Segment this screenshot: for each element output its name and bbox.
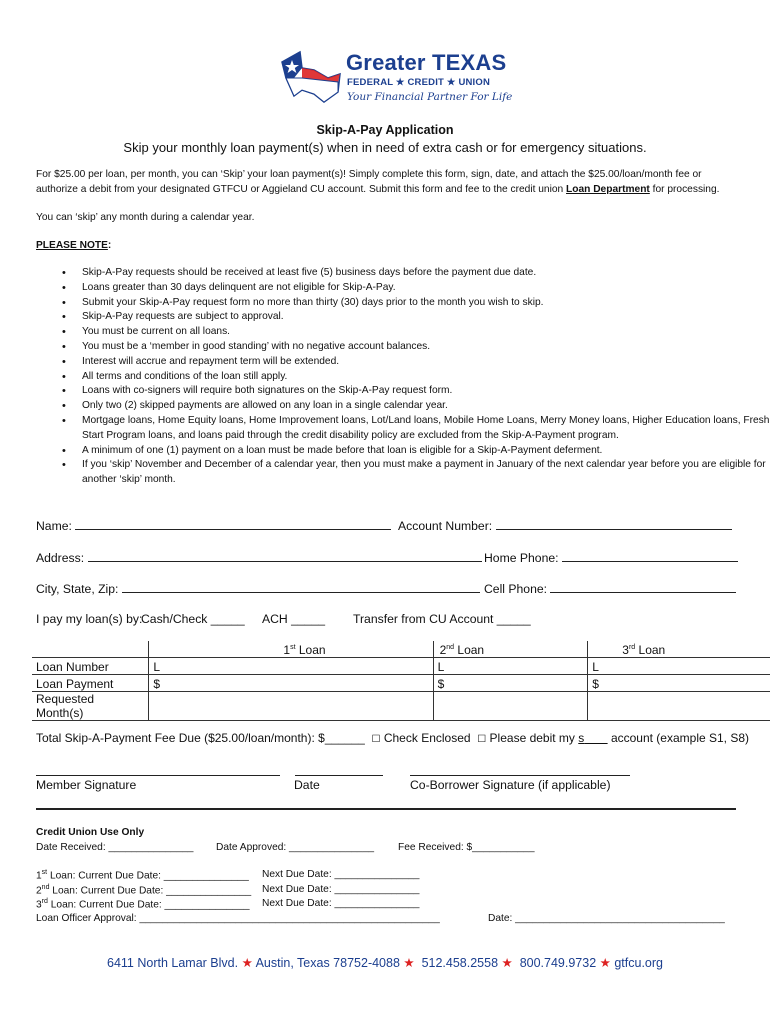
due-row-text: Loan: Current Due Date: _______________ (47, 899, 250, 911)
cell-phone-input-line[interactable] (550, 580, 736, 593)
star-icon: ★ (403, 956, 415, 970)
due-row-sup: nd (41, 884, 50, 891)
note-item: • Loans greater than 30 days delinquent are not eligible for Skip-A-Pay. (82, 281, 770, 296)
note-item: • Loans with co-signers will require both signatures on the Skip-A-Pay request form. (82, 384, 770, 399)
table-row (32, 658, 770, 675)
date-signature-line[interactable] (295, 775, 383, 776)
please-debit-checkbox[interactable]: ☐ (477, 734, 487, 745)
header-3-text: Loan (635, 643, 666, 657)
cell-phone-label: Cell Phone: (484, 582, 548, 596)
loan-1-payment-cell[interactable]: $ (149, 675, 433, 692)
date-received-field[interactable]: Date Received: _______________ (36, 842, 194, 853)
loan-1-number-cell[interactable]: L (149, 658, 433, 675)
header-loan-3 (588, 641, 770, 658)
address-label: Address: (36, 551, 85, 565)
name-label: Name: (36, 519, 72, 533)
fee-received-field[interactable]: Fee Received: $___________ (398, 842, 535, 853)
address-field[interactable] (36, 549, 482, 565)
note-item: • Skip-A-Pay requests are subject to approval. (82, 310, 770, 325)
due-row-text: Loan: Current Due Date: _______________ (49, 885, 252, 897)
footer-city: Austin, Texas 78752-4088 (255, 956, 400, 970)
table-row (32, 675, 770, 692)
footer-address: 6411 North Lamar Blvd. (107, 956, 239, 970)
star-icon: ★ (501, 956, 513, 970)
form-subtitle: Skip your monthly loan payment(s) when in need of extra cash or for emergency situations. (123, 140, 647, 155)
current-due-date-1[interactable] (36, 869, 249, 881)
note-item: • Mortgage loans, Home Equity loans, Home Improvement loans, Lot/Land loans, Mobile Home Loans, Merry Money loans, Higher Education loans, Fresh Start Program loans, and loans paid through the credit disability policy are excluded from the Skip-A-Payment program. (82, 414, 770, 444)
footer-phone-local: 512.458.2558 (421, 956, 499, 970)
loan-table-header (32, 641, 770, 658)
skip-any-month-text: You can ‘skip’ any month during a calendar year. (36, 212, 255, 223)
texas-flag-icon (280, 48, 344, 106)
note-item: • You must be a ‘member in good standing’ with no negative account balances. (82, 340, 770, 355)
due-row-num: 2 (36, 885, 42, 897)
note-item: • A minimum of one (1) payment on a loan must be made before that loan is eligible for a Skip-A-Payment deferment. (82, 444, 770, 459)
coborrower-signature-line[interactable] (410, 775, 630, 776)
please-note-label: PLEASE NOTE (36, 240, 108, 251)
loan-2-number-cell[interactable]: L (433, 658, 588, 675)
account-number-field[interactable] (398, 517, 732, 533)
note-item: • Only two (2) skipped payments are allowed on any loan in a single calendar year. (82, 399, 770, 414)
note-item: • All terms and conditions of the loan still apply. (82, 370, 770, 385)
note-item: • You must be current on all loans. (82, 325, 770, 340)
loan-officer-approval-field[interactable]: Loan Officer Approval: _____________________________________________________ (36, 913, 440, 924)
header-3-sup: rd (628, 644, 636, 651)
due-row-num: 3 (36, 899, 42, 911)
please-note-heading (36, 238, 736, 253)
loan-table (32, 641, 770, 721)
city-state-zip-input-line[interactable] (122, 580, 480, 593)
share-account-input[interactable]: s (578, 731, 585, 745)
star-icon: ★ (599, 956, 611, 970)
loan-2-month-cell[interactable] (433, 692, 588, 721)
intro-paragraph (36, 167, 736, 197)
due-row-sup: rd (41, 898, 48, 905)
fee-line (36, 731, 749, 745)
star-icon: ★ (241, 956, 253, 970)
row-label: Loan Payment (32, 675, 149, 692)
note-item: • Interest will accrue and repayment term will be extended. (82, 355, 770, 370)
logo-tagline: Your Financial Partner For Life (347, 91, 513, 103)
section-divider (36, 808, 736, 810)
next-due-date-3[interactable]: Next Due Date: _______________ (262, 898, 420, 909)
city-state-zip-label: City, State, Zip: (36, 582, 119, 596)
loan-3-payment-cell[interactable]: $ (588, 675, 770, 692)
loan-3-number-cell[interactable]: L (588, 658, 770, 675)
cash-check-option[interactable]: Cash/Check _____ (141, 612, 245, 626)
account-number-input-line[interactable] (496, 517, 732, 530)
header-2-num: 2 (439, 643, 447, 657)
header-2-sup: nd (446, 644, 455, 651)
due-row-text: Loan: Current Due Date: _______________ (47, 870, 249, 882)
cell-phone-field[interactable] (484, 580, 736, 596)
transfer-option[interactable]: Transfer from CU Account _____ (353, 612, 531, 626)
home-phone-label: Home Phone: (484, 551, 559, 565)
footer-phone-tollfree: 800.749.9732 (519, 956, 597, 970)
credit-union-logo (280, 46, 513, 112)
name-input-line[interactable] (75, 517, 391, 530)
note-item: • If you ‘skip’ November and December of a calendar year, then you must make a payment in January of the next calendar year before you are eligible for another ‘skip’ month. (82, 458, 770, 488)
please-debit-label: Please debit my (489, 731, 579, 745)
total-fee-label[interactable]: Total Skip-A-Payment Fee Due ($25.00/loan/month): $______ (36, 731, 365, 745)
header-1-num: 1 (283, 643, 291, 657)
date-label: Date (294, 778, 320, 792)
date-approved-field[interactable]: Date Approved: _______________ (216, 842, 375, 853)
current-due-date-2[interactable] (36, 884, 251, 896)
loan-3-month-cell[interactable] (588, 692, 770, 721)
header-loan-1 (149, 641, 433, 658)
next-due-date-1[interactable]: Next Due Date: _______________ (262, 869, 420, 880)
note-item: • Submit your Skip-A-Pay request form no more than thirty (30) days prior to the month you wish to skip. (82, 296, 770, 311)
loan-1-month-cell[interactable] (149, 692, 433, 721)
next-due-date-2[interactable]: Next Due Date: _______________ (262, 884, 420, 895)
table-corner (32, 641, 149, 658)
coborrower-signature-label: Co-Borrower Signature (if applicable) (410, 778, 611, 792)
form-title: Skip-A-Pay Application (316, 123, 454, 137)
intro-text: For $25.00 per loan, per month, you can ‘Skip’ your loan payment(s)! Simply complete this form, sign, date, and attach the $25.00/loan/month fee or authorize a debit from your designated GTFCU or Aggieland CU account. Submit this form and fee to the credit union (36, 169, 702, 195)
member-signature-label: Member Signature (36, 778, 137, 792)
loan-department-label: Loan Department (566, 184, 650, 195)
cu-use-heading: Credit Union Use Only (36, 827, 145, 838)
footer-contact (0, 955, 770, 970)
home-phone-field[interactable] (484, 549, 738, 565)
ach-option[interactable]: ACH _____ (262, 612, 326, 626)
header-2-text: Loan (454, 643, 485, 657)
name-field[interactable] (36, 517, 391, 533)
logo-name: Greater TEXAS (346, 50, 507, 75)
header-1-sup: st (290, 644, 296, 651)
header-1-text: Loan (295, 643, 326, 657)
row-label: Loan Number (32, 658, 149, 675)
header-3-num: 3 (622, 643, 629, 657)
due-row-sup: st (41, 869, 48, 876)
member-signature-line[interactable] (36, 775, 280, 776)
account-example-label: account (example S1, S8) (607, 731, 750, 745)
check-enclosed-checkbox[interactable]: ☐ (371, 734, 381, 745)
account-number-label: Account Number: (398, 519, 493, 533)
check-enclosed-label: Check Enclosed (383, 731, 471, 745)
row-label: Requested Month(s) (32, 692, 149, 721)
header-loan-2 (433, 641, 588, 658)
officer-date-field[interactable]: Date: _____________________________________ (488, 913, 725, 924)
city-state-zip-field[interactable] (36, 580, 480, 596)
notes-list (36, 266, 770, 488)
intro-text-end: for processing. (649, 184, 720, 195)
table-row (32, 692, 770, 721)
note-item: • Skip-A-Pay requests should be received at least five (5) business days before the payment due date. (82, 266, 770, 281)
address-input-line[interactable] (88, 549, 482, 562)
footer-website-link[interactable]: gtfcu.org (614, 956, 663, 970)
loan-2-payment-cell[interactable]: $ (433, 675, 588, 692)
home-phone-input-line[interactable] (562, 549, 738, 562)
pay-by-label: I pay my loan(s) by: (36, 612, 143, 626)
due-row-num: 1 (36, 870, 42, 882)
please-note-colon: : (107, 240, 112, 251)
logo-subtitle: FEDERAL ★ CREDIT ★ UNION (347, 77, 491, 88)
current-due-date-3[interactable] (36, 898, 250, 910)
